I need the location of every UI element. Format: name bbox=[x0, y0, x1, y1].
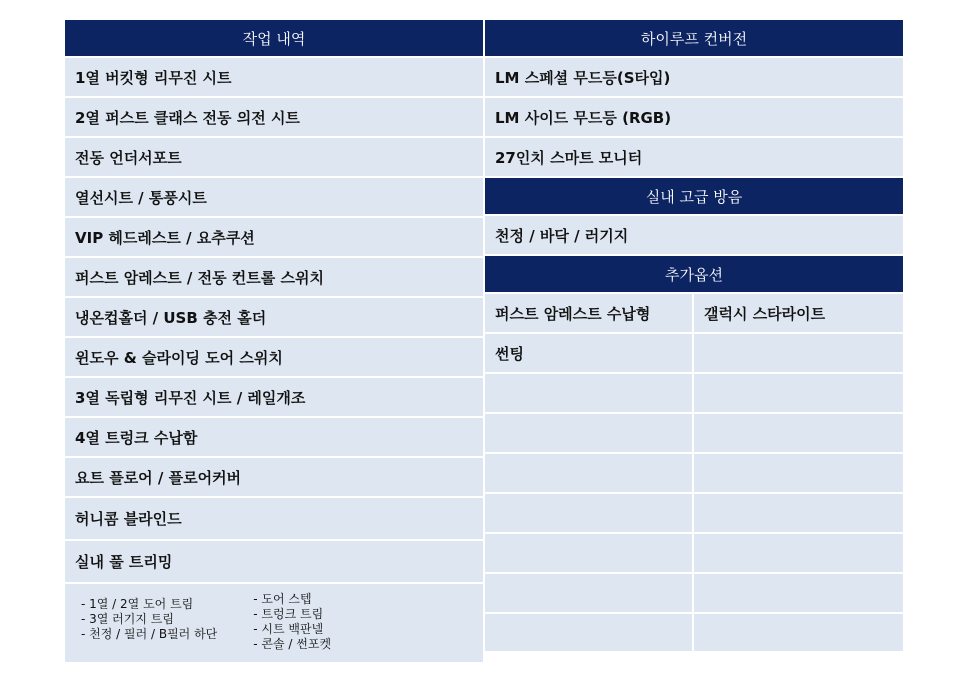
option-cell bbox=[485, 534, 692, 572]
option-cell bbox=[485, 374, 692, 412]
option-row bbox=[485, 292, 903, 332]
work-item: 퍼스트 암레스트 / 전동 컨트롤 스위치 bbox=[65, 256, 483, 296]
work-item: 윈도우 & 슬라이딩 도어 스위치 bbox=[65, 336, 483, 376]
work-item: 4열 트렁크 수납함 bbox=[65, 416, 483, 456]
option-cell bbox=[694, 534, 903, 572]
option-cell bbox=[694, 374, 903, 412]
sub-item: - 도어 스텝 bbox=[253, 592, 312, 606]
sub-item: - 시트 백판넬 bbox=[253, 622, 324, 636]
option-cell bbox=[694, 614, 903, 651]
soundproofing-header: 실내 고급 방음 bbox=[485, 176, 903, 214]
trim-sublist-col1 bbox=[81, 592, 217, 652]
work-item: 요트 플로어 / 플로어커버 bbox=[65, 456, 483, 496]
option-cell: 퍼스트 암레스트 수납형 bbox=[485, 294, 692, 332]
option-row bbox=[485, 372, 903, 412]
option-cell bbox=[485, 454, 692, 492]
option-cell bbox=[694, 334, 903, 372]
option-row bbox=[485, 412, 903, 452]
sub-item: - 트렁크 트림 bbox=[253, 607, 324, 621]
option-cell: 갤럭시 스타라이트 bbox=[694, 294, 903, 332]
option-row bbox=[485, 492, 903, 532]
work-item: 전동 언더서포트 bbox=[65, 136, 483, 176]
high-roof-item: LM 스페셜 무드등(S타입) bbox=[485, 56, 903, 96]
option-row bbox=[485, 572, 903, 612]
work-item: 냉온컵홀더 / USB 충전 홀더 bbox=[65, 296, 483, 336]
option-row bbox=[485, 612, 903, 651]
trim-sublist bbox=[65, 582, 483, 662]
option-cell: 썬팅 bbox=[485, 334, 692, 372]
option-cell bbox=[485, 414, 692, 452]
high-roof-item: LM 사이드 무드등 (RGB) bbox=[485, 96, 903, 136]
work-item: 실내 풀 트리밍 bbox=[65, 539, 483, 582]
work-list-column bbox=[65, 20, 483, 662]
option-cell bbox=[694, 414, 903, 452]
high-roof-item: 27인치 스마트 모니터 bbox=[485, 136, 903, 176]
option-row bbox=[485, 332, 903, 372]
option-cell bbox=[485, 614, 692, 651]
options-column bbox=[485, 20, 903, 651]
work-item: 1열 버킷형 리무진 시트 bbox=[65, 56, 483, 96]
trim-sublist-col2 bbox=[253, 592, 331, 652]
high-roof-header: 하이루프 컨버전 bbox=[485, 20, 903, 56]
option-cell bbox=[694, 454, 903, 492]
work-item: 2열 퍼스트 클래스 전동 의전 시트 bbox=[65, 96, 483, 136]
sub-item: - 천정 / 필러 / B필러 하단 bbox=[81, 627, 218, 641]
soundproofing-item: 천정 / 바닥 / 러기지 bbox=[485, 214, 903, 254]
option-cell bbox=[485, 494, 692, 532]
sub-item: - 3열 러기지 트림 bbox=[81, 612, 174, 626]
work-item: VIP 헤드레스트 / 요추쿠션 bbox=[65, 216, 483, 256]
option-cell bbox=[485, 574, 692, 612]
work-item: 열선시트 / 통풍시트 bbox=[65, 176, 483, 216]
option-row bbox=[485, 452, 903, 492]
option-cell bbox=[694, 494, 903, 532]
work-list-header: 작업 내역 bbox=[65, 20, 483, 56]
work-item: 허니콤 블라인드 bbox=[65, 496, 483, 539]
option-cell bbox=[694, 574, 903, 612]
option-row bbox=[485, 532, 903, 572]
sub-item: - 콘솔 / 썬포켓 bbox=[253, 637, 332, 651]
work-item: 3열 독립형 리무진 시트 / 레일개조 bbox=[65, 376, 483, 416]
extra-options-header: 추가옵션 bbox=[485, 254, 903, 292]
sub-item: - 1열 / 2열 도어 트림 bbox=[81, 597, 194, 611]
